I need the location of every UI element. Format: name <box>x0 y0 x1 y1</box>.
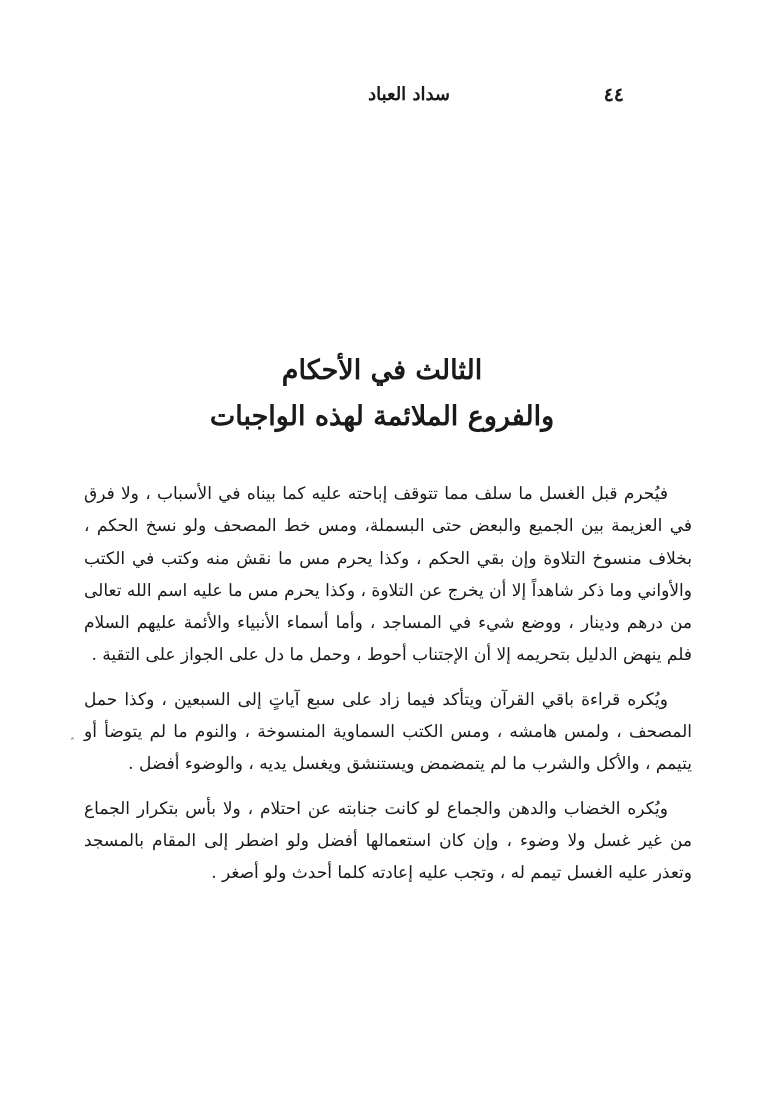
page-number: ٤٤ <box>603 84 624 106</box>
page-header <box>0 84 764 110</box>
chapter-title <box>0 348 764 440</box>
chapter-title-line-1: الثالث في الأحكام <box>281 355 483 386</box>
paragraph-prohibitions: فيُحرم قبل الغسل ما سلف مما تتوقف إباحته عليه كما بيناه في الأسباب ، ولا فرق في العزيمة بين الجميع والبعض حتى البسملة، ومس خط المصحف ولو نسخ الحكم ، بخلاف منسوخ التلاوة وإن بقي الحكم ، وكذا يحرم مس ما نقش منه وكتب في الكتب والأواني وما ذكر شاهداً إلا أن يخرج عن التلاوة ، وكذا يحرم مس ما عليه اسم الله تعالى من درهم ودينار ، ووضع شيء في المساجد ، وأما أسماء الأنبياء والأئمة عليهم السلام فلم ينهض الدليل بتحريمه إلا أن الإجتناب أحوط ، وحمل ما دل على الجواز على التقية . <box>84 484 692 666</box>
running-title: سداد العباد <box>368 84 450 105</box>
body-text <box>84 478 692 902</box>
margin-mark: ˆ <box>70 738 75 749</box>
paragraph-dye-and-intercourse: ويُكره الخضاب والدهن والجماع لو كانت جنابته عن احتلام ، ولا بأس بتكرار الجماع من غير غسل ولا وضوء ، وإن كان استعمالها أفضل ولو اضطر إلى المقام بالمسجد وتعذر عليه الغسل تيمم له ، وتجب عليه إعادته كلما أحدث ولو أصغر . <box>84 798 692 884</box>
paragraph-disliked-acts: ويُكره قراءة باقي القرآن ويتأكد فيما زاد على سبع آياتٍ إلى السبعين ، وكذا حمل المصحف ، ولمس هامشه ، ومس الكتب السماوية المنسوخة ، والنوم ما لم يتوضأ أو يتيمم ، والأكل والشرب ما لم يتمضمض ويستنشق ويغسل يديه ، والوضوء أفضل . <box>84 689 692 775</box>
chapter-title-line-2: والفروع الملائمة لهذه الواجبات <box>209 401 555 432</box>
